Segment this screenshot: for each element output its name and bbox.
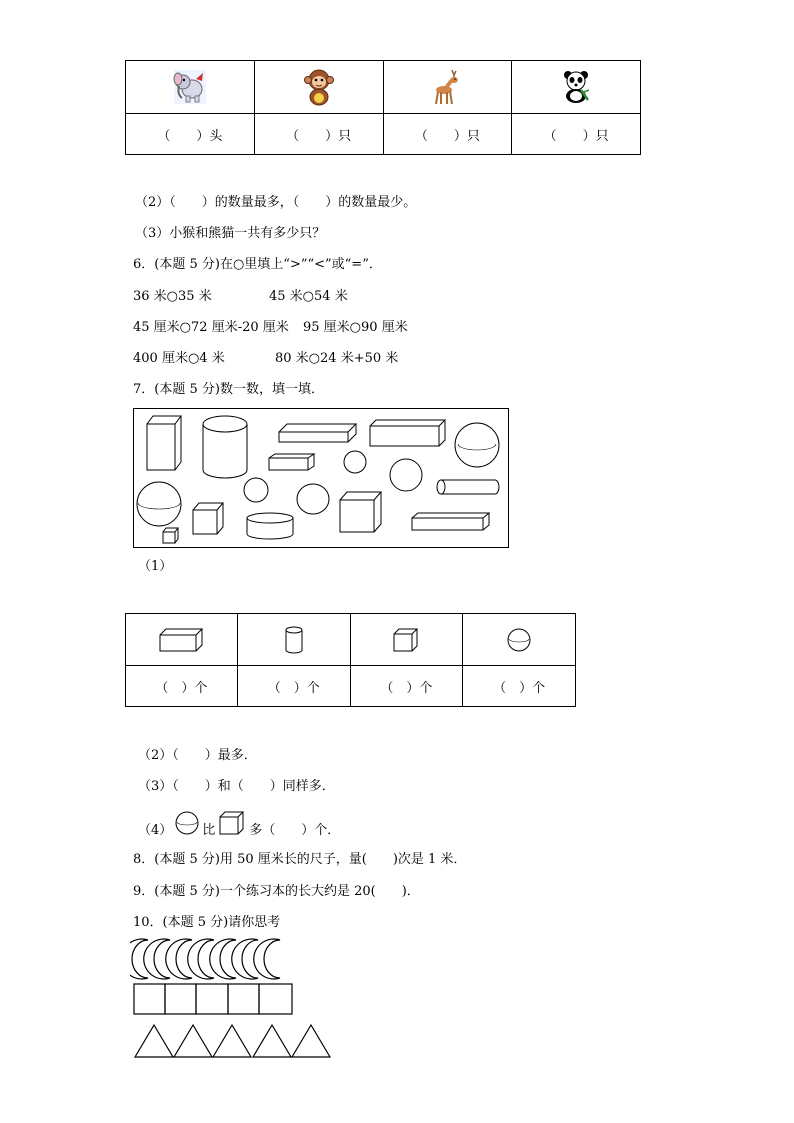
cube-icon bbox=[218, 810, 246, 836]
q7-sub4-prefix: （4） bbox=[138, 823, 173, 838]
triangle-icon bbox=[292, 1025, 330, 1057]
crescent-square-triangle-rows bbox=[130, 936, 340, 1062]
sphere-answer[interactable]: （ ）个 bbox=[463, 666, 576, 707]
q9: 9．(本题 5 分)一个练习本的长大约是 20( )． bbox=[133, 884, 420, 899]
cube-cell bbox=[350, 614, 463, 666]
deer-icon bbox=[432, 68, 462, 106]
elephant-icon bbox=[173, 69, 207, 105]
deer-answer[interactable]: （ ）只 bbox=[383, 114, 512, 155]
panda-icon bbox=[561, 70, 591, 104]
square-icon bbox=[259, 984, 292, 1014]
triangle-icon bbox=[174, 1025, 212, 1057]
cylinder-answer[interactable]: （ ）个 bbox=[237, 666, 350, 707]
shape-count-table bbox=[125, 613, 576, 707]
animal-count-table bbox=[125, 60, 641, 155]
q10-title: 10．(本题 5 分)请你思考 bbox=[133, 915, 281, 930]
shapes-figure bbox=[133, 408, 509, 548]
cube-answer[interactable]: （ ）个 bbox=[350, 666, 463, 707]
cylinder-icon bbox=[283, 625, 305, 655]
deer-cell bbox=[383, 61, 512, 114]
square-icon bbox=[228, 984, 259, 1014]
sphere-icon bbox=[174, 810, 200, 836]
q7-sub4-mid: 比 bbox=[202, 823, 216, 838]
q7-title: 7．(本题 5 分)数一数，填一填． bbox=[133, 382, 324, 397]
q7-sub4-suffix: 多（ ）个． bbox=[249, 823, 341, 838]
q6-row2-left: 45 厘米○72 厘米-20 厘米 bbox=[133, 320, 289, 335]
elephant-answer[interactable]: （ ）头 bbox=[126, 114, 255, 155]
triangle-icon bbox=[213, 1025, 251, 1057]
q6-row3-right: 80 米○24 米+50 米 bbox=[275, 351, 399, 366]
q8: 8．(本题 5 分)用 50 厘米长的尺子，量( )次是 1 米． bbox=[133, 852, 467, 867]
cuboid-cell bbox=[126, 614, 238, 666]
square-icon bbox=[165, 984, 196, 1014]
cuboid-icon bbox=[158, 627, 204, 653]
q10-figures bbox=[130, 936, 340, 1062]
crescent-icon bbox=[130, 939, 148, 979]
monkey-icon bbox=[304, 68, 334, 106]
shapes-illustration bbox=[133, 408, 509, 548]
square-icon bbox=[134, 984, 165, 1014]
monkey-cell bbox=[254, 61, 383, 114]
panda-cell bbox=[512, 61, 641, 114]
sphere-cell bbox=[463, 614, 576, 666]
q6-row1-left: 36 米○35 米 bbox=[133, 289, 212, 304]
q6-title: 6．(本题 5 分)在○里填上“>”“<”或“=”． bbox=[133, 257, 382, 272]
monkey-answer[interactable]: （ ）只 bbox=[254, 114, 383, 155]
elephant-cell bbox=[126, 61, 255, 114]
q5-sub3: （3）小猴和熊猫一共有多少只？ bbox=[135, 226, 326, 241]
triangle-icon bbox=[135, 1025, 173, 1057]
crescent-icon bbox=[254, 939, 280, 979]
triangle-icon bbox=[253, 1025, 291, 1057]
q7-sub2: （2）（ ）最多． bbox=[138, 748, 257, 763]
panda-answer[interactable]: （ ）只 bbox=[512, 114, 641, 155]
sphere-icon bbox=[505, 626, 533, 654]
q6-row2-right: 95 厘米○90 厘米 bbox=[303, 320, 408, 335]
cuboid-answer[interactable]: （ ）个 bbox=[126, 666, 238, 707]
q7-sub1: （1） bbox=[138, 559, 173, 574]
cylinder-cell bbox=[237, 614, 350, 666]
q5-sub2: （2）（ ）的数量最多，（ ）的数量最少。 bbox=[135, 195, 417, 210]
q7-sub4 bbox=[138, 808, 340, 838]
cube-icon bbox=[392, 627, 420, 653]
square-icon bbox=[196, 984, 228, 1014]
q7-sub3: （3）（ ）和（ ）同样多． bbox=[138, 779, 335, 794]
q6-row3-left: 400 厘米○4 米 bbox=[133, 351, 225, 366]
q6-row1-right: 45 米○54 米 bbox=[269, 289, 348, 304]
